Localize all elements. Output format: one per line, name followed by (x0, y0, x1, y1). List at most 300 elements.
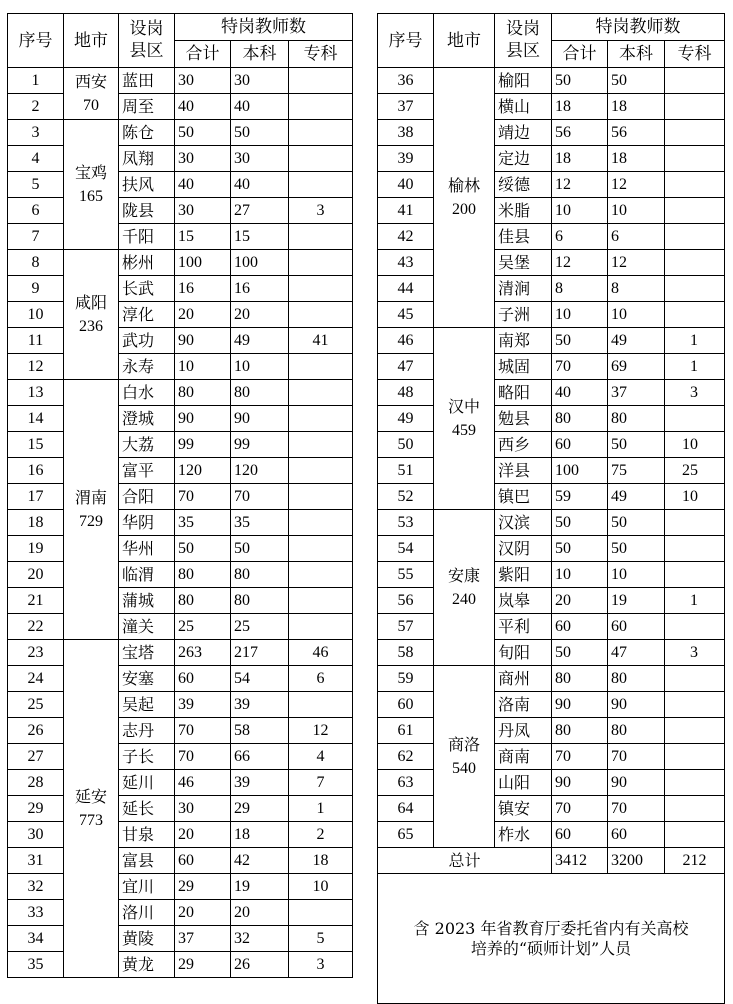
bachelor-cell: 99 (231, 432, 289, 458)
bachelor-cell: 42 (231, 848, 289, 874)
county-cell: 志丹 (119, 718, 175, 744)
table-row (8, 874, 353, 900)
seq-cell: 43 (378, 250, 434, 276)
bachelor-cell: 120 (231, 458, 289, 484)
county-cell: 千阳 (119, 224, 175, 250)
bachelor-cell: 80 (608, 666, 665, 692)
college-cell (665, 614, 725, 640)
table-row (378, 198, 725, 224)
county-cell: 平利 (495, 614, 552, 640)
county-cell: 岚皋 (495, 588, 552, 614)
total-cell: 50 (552, 510, 608, 536)
bachelor-cell: 217 (231, 640, 289, 666)
county-cell: 佳县 (495, 224, 552, 250)
county-cell: 旬阳 (495, 640, 552, 666)
college-cell (289, 68, 353, 94)
table-row (8, 172, 353, 198)
total-cell: 20 (175, 822, 231, 848)
seq-cell: 31 (8, 848, 64, 874)
seq-cell: 40 (378, 172, 434, 198)
college-cell (665, 666, 725, 692)
bachelor-cell: 20 (231, 900, 289, 926)
table-row (378, 68, 725, 94)
total-cell: 90 (552, 770, 608, 796)
seq-cell: 18 (8, 510, 64, 536)
total-cell: 50 (175, 120, 231, 146)
total-cell: 29 (175, 952, 231, 978)
seq-cell: 33 (8, 900, 64, 926)
total-cell: 15 (175, 224, 231, 250)
bachelor-cell: 50 (608, 68, 665, 94)
bachelor-cell: 90 (608, 692, 665, 718)
county-cell: 合阳 (119, 484, 175, 510)
bachelor-cell: 49 (231, 328, 289, 354)
college-cell (665, 276, 725, 302)
table-row (8, 744, 353, 770)
bachelor-cell: 26 (231, 952, 289, 978)
summary-bachelor: 3200 (608, 848, 665, 874)
total-cell: 50 (552, 328, 608, 354)
table-row (378, 822, 725, 848)
bachelor-cell: 49 (608, 484, 665, 510)
table-row (8, 848, 353, 874)
bachelor-cell: 50 (231, 536, 289, 562)
table-row (378, 614, 725, 640)
county-cell: 凤翔 (119, 146, 175, 172)
college-cell (289, 250, 353, 276)
bachelor-cell: 80 (231, 380, 289, 406)
bachelor-cell: 10 (608, 302, 665, 328)
total-cell: 39 (175, 692, 231, 718)
seq-cell: 5 (8, 172, 64, 198)
seq-cell: 48 (378, 380, 434, 406)
total-cell: 70 (175, 718, 231, 744)
summary-total: 3412 (552, 848, 608, 874)
seq-cell: 32 (8, 874, 64, 900)
county-cell: 蒲城 (119, 588, 175, 614)
table-row (378, 406, 725, 432)
college-cell: 2 (289, 822, 353, 848)
county-cell: 西乡 (495, 432, 552, 458)
summary-college: 212 (665, 848, 725, 874)
bachelor-cell: 80 (608, 718, 665, 744)
county-cell: 蓝田 (119, 68, 175, 94)
table-row (8, 458, 353, 484)
bachelor-cell: 15 (231, 224, 289, 250)
city-cell (434, 510, 495, 666)
table-row (378, 718, 725, 744)
county-cell: 黄陵 (119, 926, 175, 952)
bachelor-cell: 90 (608, 770, 665, 796)
county-cell: 城固 (495, 354, 552, 380)
seq-cell: 50 (378, 432, 434, 458)
college-cell (665, 692, 725, 718)
header-college: 专科 (289, 41, 353, 68)
header-county (495, 14, 552, 68)
county-cell: 子长 (119, 744, 175, 770)
college-cell (289, 562, 353, 588)
seq-cell: 19 (8, 536, 64, 562)
college-cell: 3 (665, 380, 725, 406)
total-cell: 40 (175, 94, 231, 120)
county-cell: 南郑 (495, 328, 552, 354)
county-cell: 彬州 (119, 250, 175, 276)
bachelor-cell: 27 (231, 198, 289, 224)
college-cell (289, 510, 353, 536)
seq-cell: 58 (378, 640, 434, 666)
college-cell: 1 (665, 354, 725, 380)
college-cell: 1 (665, 588, 725, 614)
bachelor-cell: 12 (608, 172, 665, 198)
total-cell: 10 (552, 198, 608, 224)
bachelor-cell: 6 (608, 224, 665, 250)
total-cell: 70 (552, 796, 608, 822)
college-cell (665, 770, 725, 796)
college-cell: 25 (665, 458, 725, 484)
city-name: 咸阳 (74, 292, 107, 312)
total-cell: 56 (552, 120, 608, 146)
bachelor-cell: 8 (608, 276, 665, 302)
bachelor-cell: 16 (231, 276, 289, 302)
city-count: 459 (452, 421, 476, 439)
bachelor-cell: 50 (231, 120, 289, 146)
total-cell: 70 (175, 484, 231, 510)
seq-cell: 45 (378, 302, 434, 328)
table-row (378, 380, 725, 406)
seq-cell: 63 (378, 770, 434, 796)
table-row (378, 302, 725, 328)
seq-cell: 51 (378, 458, 434, 484)
city-name: 汉中 (447, 396, 480, 416)
seq-cell: 38 (378, 120, 434, 146)
college-cell (289, 614, 353, 640)
seq-cell: 54 (378, 536, 434, 562)
county-cell: 吴堡 (495, 250, 552, 276)
college-cell: 5 (289, 926, 353, 952)
college-cell: 10 (665, 432, 725, 458)
college-cell (665, 744, 725, 770)
seq-cell: 44 (378, 276, 434, 302)
seq-cell: 2 (8, 94, 64, 120)
seq-cell: 11 (8, 328, 64, 354)
county-cell: 靖边 (495, 120, 552, 146)
header-row (378, 14, 725, 41)
total-cell: 60 (175, 848, 231, 874)
seq-cell: 17 (8, 484, 64, 510)
header-college: 专科 (665, 41, 725, 68)
county-cell: 富平 (119, 458, 175, 484)
college-cell (289, 692, 353, 718)
table-row (378, 328, 725, 354)
county-cell: 陈仓 (119, 120, 175, 146)
county-cell: 子洲 (495, 302, 552, 328)
table-row (8, 952, 353, 978)
table-row (8, 276, 353, 302)
total-cell: 12 (552, 250, 608, 276)
bachelor-cell: 10 (231, 354, 289, 380)
note-line-2: 培养的“硕师计划”人员 (470, 938, 632, 958)
header-total: 合计 (552, 41, 608, 68)
college-cell: 4 (289, 744, 353, 770)
table-row (8, 536, 353, 562)
county-cell: 横山 (495, 94, 552, 120)
college-cell (665, 146, 725, 172)
seq-cell: 61 (378, 718, 434, 744)
seq-cell: 49 (378, 406, 434, 432)
header-seq: 序号 (8, 14, 64, 68)
table-row (378, 250, 725, 276)
seq-cell: 13 (8, 380, 64, 406)
seq-cell: 8 (8, 250, 64, 276)
right-allocation-table (377, 13, 725, 1004)
total-cell: 90 (175, 406, 231, 432)
total-cell: 6 (552, 224, 608, 250)
seq-cell: 60 (378, 692, 434, 718)
college-cell (665, 250, 725, 276)
county-cell: 临渭 (119, 562, 175, 588)
table-row (378, 146, 725, 172)
table-row (8, 484, 353, 510)
college-cell (289, 588, 353, 614)
county-cell: 淳化 (119, 302, 175, 328)
seq-cell: 26 (8, 718, 64, 744)
bachelor-cell: 30 (231, 146, 289, 172)
bachelor-cell: 80 (231, 588, 289, 614)
total-cell: 30 (175, 796, 231, 822)
bachelor-cell: 70 (608, 744, 665, 770)
table-row (378, 120, 725, 146)
note-line-1: 含 2023 年省教育厅委托省内有关高校 (413, 918, 689, 938)
seq-cell: 29 (8, 796, 64, 822)
total-cell: 30 (175, 68, 231, 94)
city-count: 165 (79, 187, 103, 205)
table-row (378, 458, 725, 484)
bachelor-cell: 56 (608, 120, 665, 146)
city-cell (64, 640, 119, 978)
bachelor-cell: 40 (231, 172, 289, 198)
table-row (8, 510, 353, 536)
table-row (378, 640, 725, 666)
total-cell: 50 (552, 640, 608, 666)
total-cell: 100 (175, 250, 231, 276)
table-row (8, 380, 353, 406)
bachelor-cell: 70 (231, 484, 289, 510)
college-cell (665, 94, 725, 120)
county-cell: 商州 (495, 666, 552, 692)
table-row (8, 328, 353, 354)
table-row (378, 744, 725, 770)
table-row (8, 796, 353, 822)
college-cell (289, 276, 353, 302)
college-cell (665, 198, 725, 224)
college-cell (289, 224, 353, 250)
college-cell: 1 (289, 796, 353, 822)
college-cell: 41 (289, 328, 353, 354)
city-name: 商洛 (447, 734, 480, 754)
county-cell: 汉滨 (495, 510, 552, 536)
table-row (8, 822, 353, 848)
header-county-label: 设岗县区 (129, 19, 164, 61)
bachelor-cell: 19 (608, 588, 665, 614)
total-cell: 25 (175, 614, 231, 640)
seq-cell: 10 (8, 302, 64, 328)
seq-cell: 6 (8, 198, 64, 224)
total-cell: 60 (552, 614, 608, 640)
total-cell: 59 (552, 484, 608, 510)
header-county-label: 设岗县区 (505, 19, 540, 61)
county-cell: 甘泉 (119, 822, 175, 848)
total-cell: 60 (175, 666, 231, 692)
bachelor-cell: 18 (608, 146, 665, 172)
bachelor-cell: 80 (231, 562, 289, 588)
header-total: 合计 (175, 41, 231, 68)
table-row (8, 94, 353, 120)
total-cell: 20 (552, 588, 608, 614)
bachelor-cell: 39 (231, 770, 289, 796)
total-cell: 99 (175, 432, 231, 458)
total-cell: 30 (175, 198, 231, 224)
county-cell: 武功 (119, 328, 175, 354)
table-row (8, 588, 353, 614)
college-cell (665, 536, 725, 562)
total-cell: 30 (175, 146, 231, 172)
city-cell (434, 328, 495, 510)
seq-cell: 56 (378, 588, 434, 614)
seq-cell: 35 (8, 952, 64, 978)
total-cell: 20 (175, 900, 231, 926)
city-name: 宝鸡 (74, 162, 107, 182)
table-row (8, 146, 353, 172)
table-row (8, 198, 353, 224)
city-count: 236 (79, 317, 103, 335)
total-cell: 120 (175, 458, 231, 484)
seq-cell: 37 (378, 94, 434, 120)
bachelor-cell: 29 (231, 796, 289, 822)
seq-cell: 59 (378, 666, 434, 692)
college-cell: 46 (289, 640, 353, 666)
bachelor-cell: 60 (608, 822, 665, 848)
header-row (8, 14, 353, 41)
college-cell (289, 172, 353, 198)
college-cell: 1 (665, 328, 725, 354)
total-cell: 10 (175, 354, 231, 380)
county-cell: 紫阳 (495, 562, 552, 588)
college-cell (665, 562, 725, 588)
city-name: 渭南 (74, 487, 107, 507)
total-cell: 263 (175, 640, 231, 666)
college-cell (289, 458, 353, 484)
county-cell: 商南 (495, 744, 552, 770)
table-row (8, 354, 353, 380)
county-cell: 富县 (119, 848, 175, 874)
total-cell: 20 (175, 302, 231, 328)
table-row (378, 796, 725, 822)
table-row (8, 406, 353, 432)
header-seq: 序号 (378, 14, 434, 68)
college-cell (665, 224, 725, 250)
total-cell: 40 (175, 172, 231, 198)
bachelor-cell: 80 (608, 406, 665, 432)
table-row (378, 666, 725, 692)
bachelor-cell: 54 (231, 666, 289, 692)
bachelor-cell: 37 (608, 380, 665, 406)
county-cell: 陇县 (119, 198, 175, 224)
county-cell: 延川 (119, 770, 175, 796)
table-row (378, 692, 725, 718)
table-row (8, 640, 353, 666)
seq-cell: 15 (8, 432, 64, 458)
bachelor-cell: 58 (231, 718, 289, 744)
header-city: 地市 (434, 14, 495, 68)
table-row (8, 302, 353, 328)
bachelor-cell: 69 (608, 354, 665, 380)
bachelor-cell: 60 (608, 614, 665, 640)
county-cell: 镇巴 (495, 484, 552, 510)
total-cell: 100 (552, 458, 608, 484)
city-cell (64, 250, 119, 380)
seq-cell: 64 (378, 796, 434, 822)
bachelor-cell: 12 (608, 250, 665, 276)
city-cell (434, 68, 495, 328)
total-cell: 18 (552, 94, 608, 120)
bachelor-cell: 50 (608, 432, 665, 458)
college-cell (289, 354, 353, 380)
bachelor-cell: 10 (608, 562, 665, 588)
county-cell: 山阳 (495, 770, 552, 796)
city-cell (434, 666, 495, 848)
county-cell: 华州 (119, 536, 175, 562)
total-cell: 80 (175, 380, 231, 406)
city-name: 安康 (447, 565, 480, 585)
table-row (378, 172, 725, 198)
seq-cell: 7 (8, 224, 64, 250)
county-cell: 长武 (119, 276, 175, 302)
bachelor-cell: 49 (608, 328, 665, 354)
college-cell (665, 796, 725, 822)
county-cell: 汉阴 (495, 536, 552, 562)
total-cell: 70 (552, 354, 608, 380)
table-row (8, 770, 353, 796)
total-cell: 10 (552, 302, 608, 328)
total-cell: 80 (552, 718, 608, 744)
county-cell: 丹凤 (495, 718, 552, 744)
college-cell (289, 536, 353, 562)
college-cell (665, 302, 725, 328)
county-cell: 扶风 (119, 172, 175, 198)
college-cell: 3 (289, 198, 353, 224)
bachelor-cell: 19 (231, 874, 289, 900)
county-cell: 宜川 (119, 874, 175, 900)
bachelor-cell: 66 (231, 744, 289, 770)
bachelor-cell: 32 (231, 926, 289, 952)
county-cell: 周至 (119, 94, 175, 120)
seq-cell: 62 (378, 744, 434, 770)
county-cell: 勉县 (495, 406, 552, 432)
table-row (8, 900, 353, 926)
college-cell (289, 302, 353, 328)
county-cell: 洋县 (495, 458, 552, 484)
seq-cell: 57 (378, 614, 434, 640)
seq-cell: 46 (378, 328, 434, 354)
table-row (378, 484, 725, 510)
county-cell: 柞水 (495, 822, 552, 848)
college-cell (289, 146, 353, 172)
city-name: 榆林 (447, 175, 480, 195)
table-row (8, 250, 353, 276)
table-row (378, 770, 725, 796)
header-teachers: 特岗教师数 (552, 14, 725, 41)
header-teachers: 特岗教师数 (175, 14, 353, 41)
